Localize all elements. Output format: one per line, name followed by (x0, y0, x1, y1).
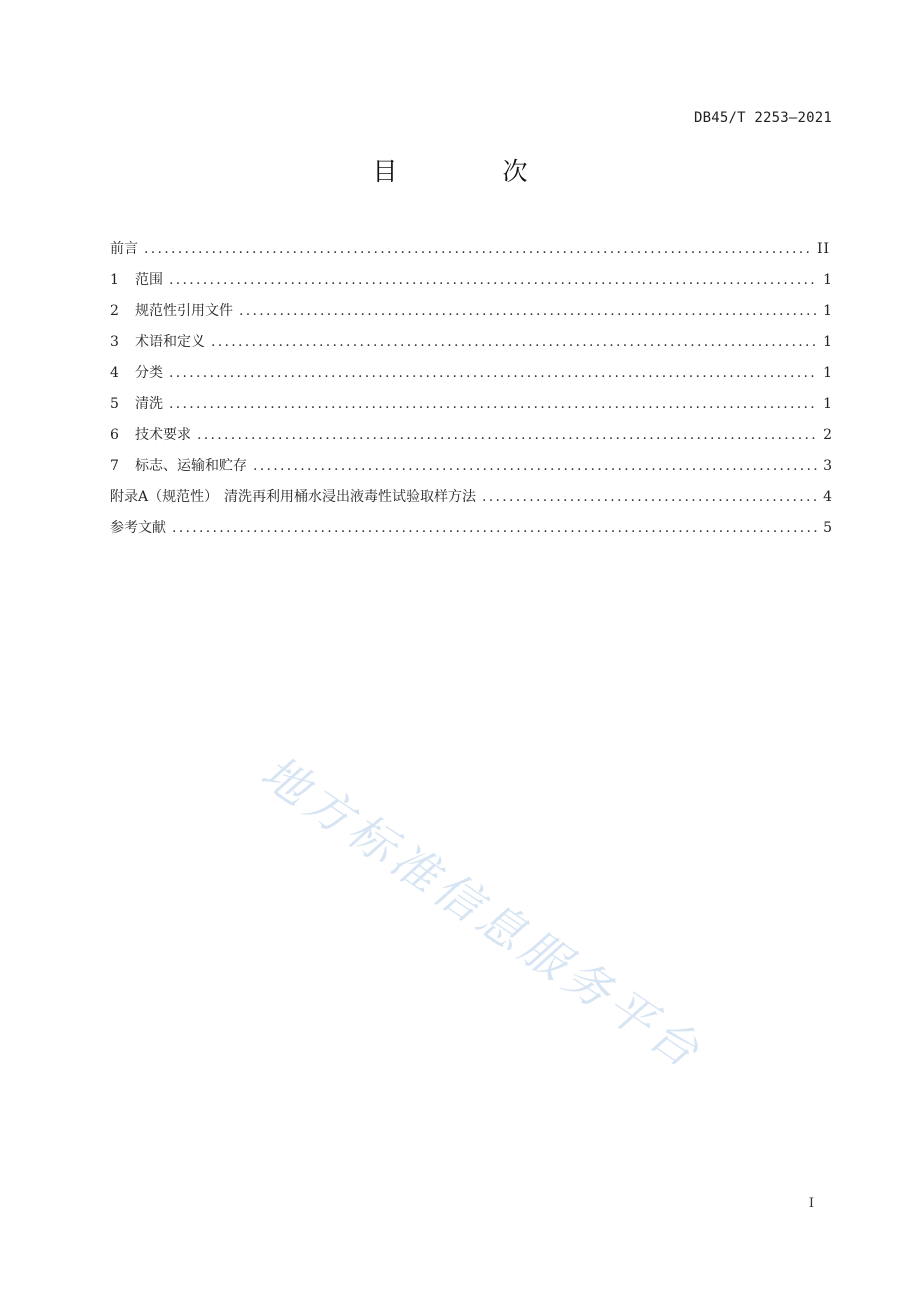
toc-entry-label: 清洗再利用桶水浸出液毒性试验取样方法 (224, 489, 477, 505)
toc-entry-label: 标志、运输和贮存 (135, 458, 247, 474)
toc-leader-dots (169, 389, 817, 420)
toc-entry-label: 清洗 (135, 396, 163, 412)
toc-entry-4[interactable] (110, 358, 832, 389)
toc-entry-5[interactable] (110, 389, 832, 420)
page-title: 目 次 (372, 157, 568, 186)
table-of-contents (110, 234, 832, 544)
toc-entry-foreword[interactable] (110, 234, 832, 265)
toc-entry-label: 参考文献 (110, 520, 166, 536)
toc-entry-6[interactable] (110, 420, 832, 451)
toc-entry-prefix: 附录A（规范性） (110, 489, 219, 505)
toc-leader-dots (169, 265, 817, 296)
toc-leader-dots (211, 327, 817, 358)
toc-entry-appendix-a[interactable] (110, 482, 832, 513)
toc-entry-2[interactable] (110, 296, 832, 327)
toc-leader-dots (172, 513, 817, 544)
toc-entry-label: 分类 (135, 365, 163, 381)
toc-leader-dots (253, 451, 817, 482)
toc-entry-label: 技术要求 (135, 427, 191, 443)
page-number: I (808, 1196, 814, 1211)
toc-entry-label: 前言 (110, 241, 138, 257)
toc-entry-label: 范围 (135, 272, 163, 288)
toc-entry-3[interactable] (110, 327, 832, 358)
toc-entry-page: 1 (823, 365, 832, 381)
toc-entry-page: 4 (823, 489, 832, 505)
toc-leader-dots (144, 234, 811, 265)
toc-entry-number: 2 (110, 303, 119, 319)
toc-entry-number: 5 (110, 396, 119, 412)
toc-entry-number: 7 (110, 458, 119, 474)
toc-entry-page: 1 (823, 334, 832, 350)
toc-entry-page: 5 (823, 520, 832, 536)
toc-entry-page: 1 (823, 303, 832, 319)
toc-entry-number: 1 (110, 272, 119, 288)
toc-leader-dots (239, 296, 817, 327)
toc-entry-page: II (816, 241, 830, 257)
toc-entry-page: 2 (823, 427, 832, 443)
toc-entry-label: 术语和定义 (135, 334, 205, 350)
toc-entry-number: 4 (110, 365, 119, 381)
standard-code: DB45/T 2253—2021 (693, 110, 832, 126)
toc-entry-number: 3 (110, 334, 119, 350)
toc-leader-dots (197, 420, 817, 451)
toc-entry-page: 1 (823, 396, 832, 412)
toc-entry-7[interactable] (110, 451, 832, 482)
toc-leader-dots (482, 482, 817, 513)
toc-entry-1[interactable] (110, 265, 832, 296)
toc-entry-page: 3 (823, 458, 832, 474)
watermark: 地方标准信息服务平台 (251, 744, 713, 1081)
toc-leader-dots (169, 358, 817, 389)
toc-entry-bibliography[interactable] (110, 513, 832, 544)
toc-entry-label: 规范性引用文件 (135, 303, 233, 319)
toc-entry-page: 1 (823, 272, 832, 288)
toc-entry-number: 6 (110, 427, 119, 443)
